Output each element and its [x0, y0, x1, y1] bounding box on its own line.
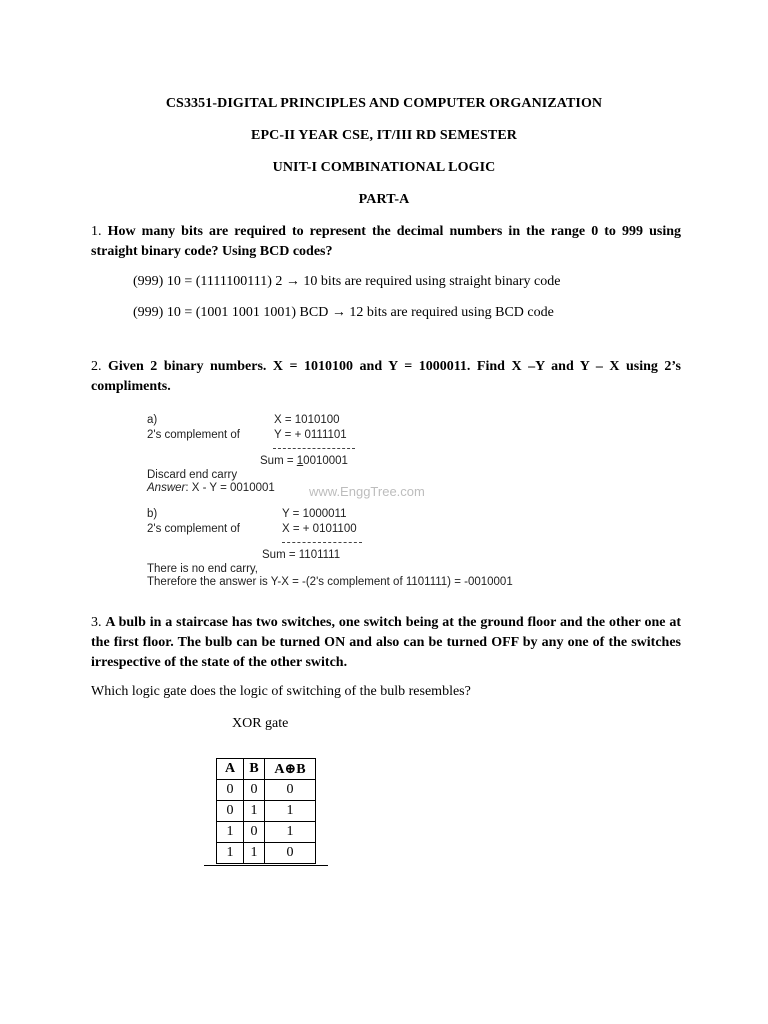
question-2-text: Given 2 binary numbers. X = 1010100 and Y = 1000011. Find X –Y and Y – X using 2’s compliments.: [91, 359, 681, 394]
truth-table-header-b: B: [244, 759, 265, 780]
course-title: CS3351-DIGITAL PRINCIPLES AND COMPUTER ORGANIZATION: [165, 96, 603, 111]
figure-discard-carry: Discard end carry: [147, 469, 238, 481]
figure-part-b-y: Y = 1000011: [282, 508, 347, 520]
table-cell: 0: [244, 822, 265, 843]
figure-part-a-divider: [273, 448, 355, 449]
table-cell: 1: [244, 801, 265, 822]
figure-therefore-answer: Therefore the answer is Y-X = -(2's complement of 1101111) = -0010001: [147, 576, 513, 588]
table-row: [217, 843, 316, 864]
table-cell: 0: [265, 780, 316, 801]
figure-answer-text: : X - Y = 0010001: [185, 482, 275, 494]
figure-part-a-y: Y = + 0111101: [274, 429, 347, 441]
table-cell: 0: [217, 801, 244, 822]
table-cell: 1: [265, 801, 316, 822]
figure-part-a-sum-rest: 0010001: [303, 455, 348, 467]
question-1-number: 1.: [91, 224, 102, 239]
truth-table-header-row: [217, 759, 316, 780]
question-1-text: How many bits are required to represent the decimal numbers in the range 0 to 999 using straight binary code? Using BCD codes?: [91, 224, 681, 259]
question-2: [91, 357, 681, 397]
figure-answer-a: [147, 482, 275, 494]
figure-part-b-sum: Sum = 1101111: [262, 549, 341, 561]
table-bottom-rule: [204, 865, 328, 866]
figure-part-b-divider: [282, 542, 362, 543]
part-title: PART-A: [358, 192, 410, 207]
table-row: [217, 780, 316, 801]
table-cell: 1: [265, 822, 316, 843]
question-3-text: A bulb in a staircase has two switches, one switch being at the ground floor and the other one at the first floor. The bulb can be turned ON and also can be turned OFF by any one of the switches irrespective of the state of the other switch.: [91, 615, 682, 670]
table-cell: 1: [217, 843, 244, 864]
xor-truth-table: [216, 758, 316, 864]
figure-answer-label: Answer: [147, 482, 186, 494]
figure-part-b-label: b): [147, 508, 158, 520]
table-row: [217, 822, 316, 843]
question-1-answer-binary: (999) 10 = (1111100111) 2 → 10 bits are required using straight binary code: [133, 274, 561, 289]
table-cell: 1: [244, 843, 265, 864]
table-cell: 1: [217, 822, 244, 843]
figure-part-b-complement: 2's complement of: [147, 523, 240, 535]
figure-part-a-x: X = 1010100: [274, 414, 340, 426]
figure-part-b-x: X = + 0101100: [282, 523, 357, 535]
figure-part-a-complement: 2's complement of: [147, 429, 240, 441]
figure-no-end-carry: There is no end carry,: [147, 563, 259, 575]
table-cell: 0: [265, 843, 316, 864]
question-3-number: 3.: [91, 615, 102, 630]
enggtree-watermark: www.EnggTree.com: [309, 484, 425, 499]
question-2-number: 2.: [91, 359, 102, 374]
question-1-answer-bcd: (999) 10 = (1001 1001 1001) BCD → 12 bits are required using BCD code: [133, 305, 554, 320]
question-3-answer: XOR gate: [232, 716, 289, 731]
unit-title: UNIT-I COMBINATIONAL LOGIC: [272, 160, 496, 175]
figure-part-a-label: a): [147, 414, 158, 426]
table-cell: 0: [244, 780, 265, 801]
figure-part-a-sum-prefix: Sum =: [260, 455, 297, 467]
figure-part-a-sum-carry: 1: [296, 455, 304, 467]
table-cell: 0: [217, 780, 244, 801]
truth-table-header-a: A: [217, 759, 244, 780]
table-row: [217, 801, 316, 822]
year-semester: EPC-II YEAR CSE, IT/III RD SEMESTER: [251, 128, 517, 143]
question-3: [91, 613, 681, 673]
figure-part-a-sum: [260, 455, 348, 467]
question-3-prompt: Which logic gate does the logic of switching of the bulb resembles?: [91, 684, 471, 699]
truth-table-header-xor: A⊕B: [265, 759, 316, 780]
question-1: [91, 222, 681, 262]
